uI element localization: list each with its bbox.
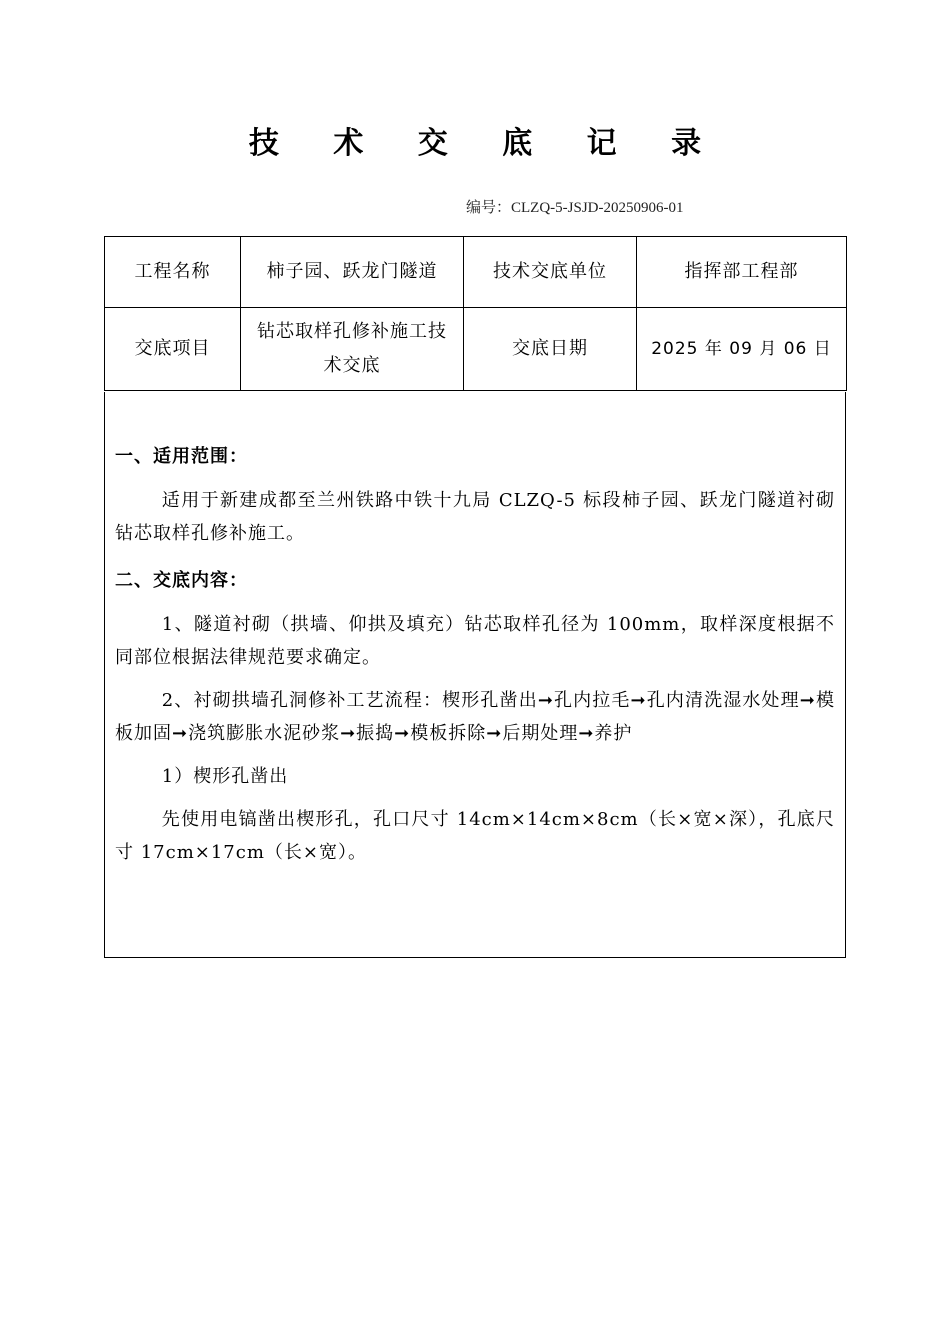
info-table (104, 236, 847, 391)
document-title: 技 术 交 底 记 录 (248, 126, 724, 161)
disclosure-unit-value: 指挥部工程部 (637, 237, 847, 308)
disclosure-date-value: 2025 年 09 月 06 日 (637, 308, 847, 391)
disclosure-content (104, 392, 846, 958)
disclosure-unit-label: 技术交底单位 (464, 237, 637, 308)
wedge-hole-paragraph: 先使用电镐凿出楔形孔，孔口尺寸 14cm×14cm×8cm（长×宽×深），孔底尺寸 17cm×17cm（长×宽）。 (115, 809, 835, 863)
table-row (105, 308, 847, 391)
scope-paragraph: 适用于新建成都至兰州铁路中铁十九局 CLZQ-5 标段柿子园、跃龙门隧道衬砌钻芯取样孔修补施工。 (115, 490, 835, 544)
content-item-1: 1、隧道衬砌（拱墙、仰拱及填充）钻芯取样孔径为 100mm，取样深度根据不同部位根据法律规范要求确定。 (115, 614, 835, 668)
content-item-2: 2、衬砌拱墙孔洞修补工艺流程：楔形孔凿出➞孔内拉毛➞孔内清洗湿水处理➞模板加固➞浇筑膨胀水泥砂浆➞振捣➞模板拆除➞后期处理➞养护 (115, 690, 835, 744)
project-name-label: 工程名称 (105, 237, 241, 308)
table-row (105, 237, 847, 308)
sub-heading-wedge-hole: 1）楔形孔凿出 (161, 766, 289, 787)
disclosure-date-label: 交底日期 (464, 308, 637, 391)
section-heading-content: 二、交底内容： (115, 570, 248, 591)
disclosure-item-value: 钻芯取样孔修补施工技术交底 (241, 308, 464, 391)
project-name-value: 柿子园、跃龙门隧道 (241, 237, 464, 308)
document-number: 编号：CLZQ-5-JSJD-20250906-01 (466, 200, 684, 216)
section-heading-scope: 一、适用范围： (115, 446, 248, 467)
disclosure-item-label: 交底项目 (105, 308, 241, 391)
